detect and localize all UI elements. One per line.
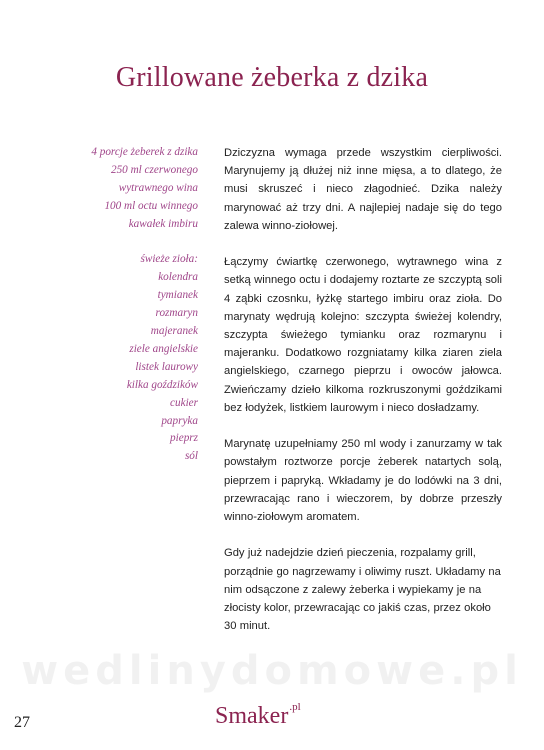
brand-logo	[215, 701, 301, 730]
ingredient-item: 100 ml octu winnego	[104, 199, 198, 212]
recipe-paragraph: Marynatę uzupełniamy 250 ml wody i zanurzamy w tak powstałym roztworze porcje żeberek natartych solą, pieprzem i papryką. Wkładamy je do lodówki na 3 dni, przewracając rano i wieczorem, by dobrze przeszły winno-ziołowym aromatem.	[224, 438, 502, 524]
watermark: wedlinydomowe.pl	[21, 648, 523, 694]
ingredient-item: tymianek	[157, 289, 198, 302]
ingredient-group-heading: świeże zioła:	[140, 253, 198, 266]
ingredient-item: sól	[184, 450, 198, 463]
ingredient-item: kilka goździków	[126, 378, 198, 391]
recipe-paragraph: Dziczyzna wymaga przede wszystkim cierpliwości. Marynujemy ją dłużej niż inne mięsa, a to dlatego, że musi skruszeć i nieco złagodnieć. Dzika należy marynować aż trzy dni. A najlepiej nadaje się do tego zalewa winno-ziołowej.	[224, 147, 502, 232]
ingredient-item: cukier	[170, 396, 198, 409]
ingredients-list	[30, 144, 198, 466]
brand-name: Smaker	[215, 703, 289, 729]
ingredient-item: majeranek	[150, 325, 198, 338]
page-number: 27	[14, 714, 30, 731]
ingredient-item: rozmaryn	[155, 307, 198, 320]
ingredient-item: pieprz	[170, 432, 198, 445]
ingredient-item: 250 ml czerwonego	[110, 163, 198, 176]
brand-suffix: .pl	[289, 701, 301, 713]
ingredient-item: listek laurowy	[135, 360, 198, 373]
recipe-body	[224, 144, 502, 654]
ingredients-gap	[30, 234, 198, 252]
ingredient-item: wytrawnego wina	[118, 181, 198, 194]
recipe-paragraph: Gdy już nadejdzie dzień pieczenia, rozpalamy grill, porządnie go nagrzewamy i oliwimy ruszt. Układamy na nim odsączone z zalewy żeberka i wypiekamy je na złocisty kolor, przewracając co jakiś czas, przez około 30 minut.	[224, 547, 501, 633]
ingredient-item: ziele angielskie	[129, 342, 198, 355]
recipe-paragraph: Łączymy ćwiartkę czerwonego, wytrawnego wina z setką winnego octu i dodajemy roztarte ze szczyptą soli 4 ząbki czosnku, łyżkę startego imbiru oraz zioła. Do marynaty wędrują kolejno: szczypta świeżej kolendry, szczypta świeżego tymianku oraz rozmarynu i majeranku. Dodatkowo rozgniatamy kilka ziaren ziela angielskiego, czarnego pieprzu i owoców jałowca. Zwieńczamy dzieło kilkoma rozkruszonymi goździkami bez łodyżek, listkiem laurowym i nieco dosładzamy.	[224, 256, 502, 414]
ingredient-item: papryka	[161, 414, 198, 427]
ingredient-item: kawałek imbiru	[128, 217, 198, 230]
ingredient-item: 4 porcje żeberek z dzika	[91, 146, 198, 158]
page-title: Grillowane żeberka z dzika	[115, 62, 429, 93]
ingredient-item: kolendra	[158, 271, 198, 284]
